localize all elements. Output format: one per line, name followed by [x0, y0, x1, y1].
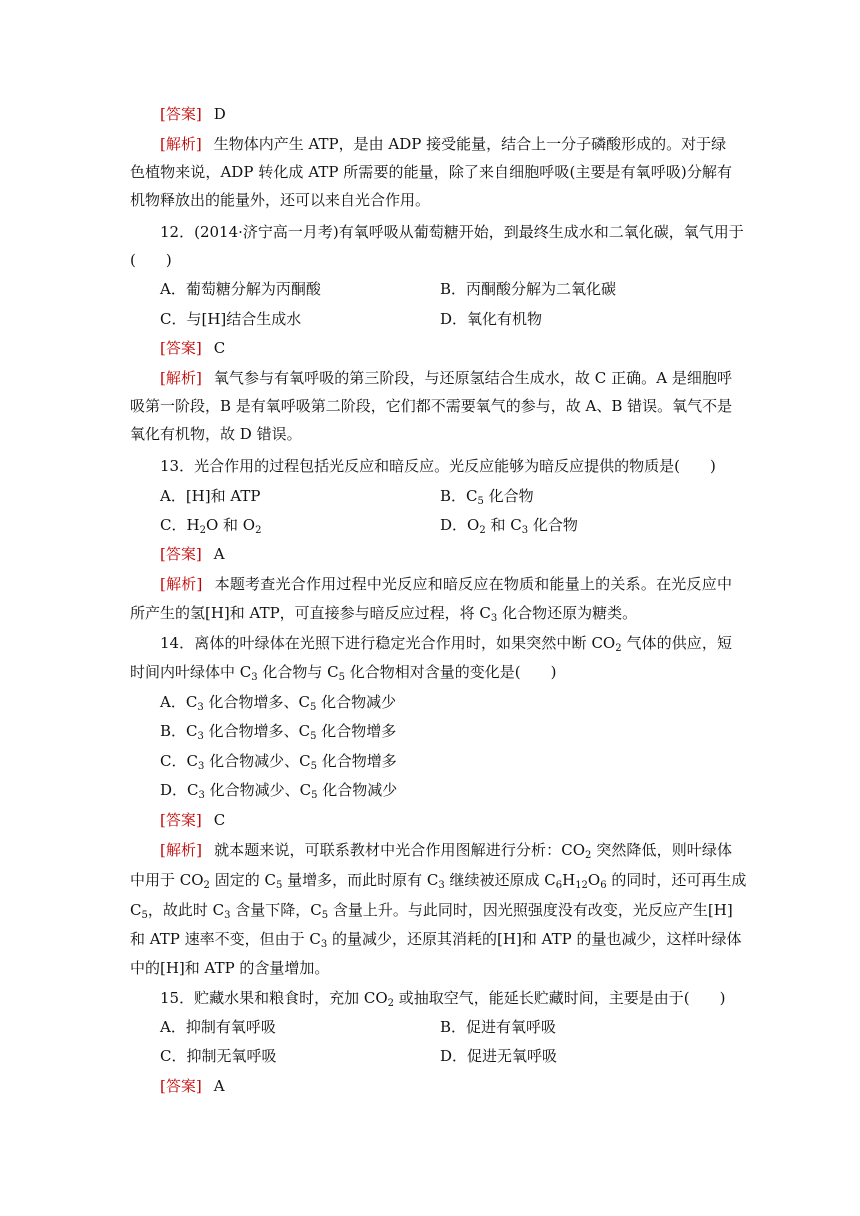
analysis-text: 本题考查光合作用过程中光反应和暗反应在物质和能量上的关系。在光反应中	[214, 575, 732, 593]
option-d: D．$O_2$ 和 $C_3$ 化合物	[440, 516, 578, 536]
option-d: D．$C_3$ 化合物减少、$C_5$ 化合物减少	[160, 781, 398, 801]
answer-value: C	[213, 811, 226, 829]
analysis-text: 氧气参与有氧呼吸的第三阶段，与还原氢结合生成水，故 C 正确。A 是细胞呼	[213, 369, 732, 387]
question-stem: 14．离体的叶绿体在光照下进行稳定光合作用时，如果突然中断 $CO_2$ 气体的供应，短	[160, 634, 732, 654]
answer-line	[160, 1076, 762, 1096]
analysis-text: $C_5$，故此时 $C_3$ 含量下降，$C_5$ 含量上升。与此同时，因光照强度没有改变，光反应产生[H]	[130, 901, 733, 921]
answer-line	[160, 338, 762, 358]
analysis-line: [解析] 就本题来说，可联系教材中光合作用图解进行分析：$CO_2$ 突然降低，则叶绿体	[160, 841, 732, 861]
question-stem: 13．光合作用的过程包括光反应和暗反应。光反应能够为暗反应提供的物质是( )	[160, 457, 716, 475]
option-a: A．抑制有氧呼吸	[160, 1018, 276, 1036]
option-b: B．$C_3$ 化合物增多、$C_5$ 化合物增多	[160, 722, 397, 742]
option-a: A．葡萄糖分解为丙酮酸	[160, 280, 321, 298]
question-stem: 15．贮藏水果和粮食时，充加 $CO_2$ 或抽取空气，能延长贮藏时间，主要是由于( )	[160, 989, 726, 1009]
option-b: B．促进有氧呼吸	[440, 1018, 557, 1036]
question-stem: 时间内叶绿体中 $C_3$ 化合物与 $C_5$ 化合物相对含量的变化是( )	[130, 663, 557, 683]
option-c: C．与[H]结合生成水	[160, 310, 302, 328]
answer-line	[160, 544, 762, 564]
analysis-label: [解析]	[160, 575, 203, 593]
analysis-line	[160, 134, 732, 154]
answer-label: [答案]	[160, 105, 202, 123]
analysis-text: 机物释放出的能量外，还可以来自光合作用。	[130, 191, 431, 209]
option-c: C．$H_2O$ 和 $O_2$	[160, 516, 262, 536]
analysis-label: [解析]	[160, 841, 202, 859]
answer-label: [答案]	[160, 545, 202, 563]
answer-label: [答案]	[160, 811, 202, 829]
analysis-line	[160, 368, 732, 388]
analysis-text: 生物体内产生 ATP，是由 ADP 接受能量，结合上一分子磷酸形成的。对于绿	[213, 135, 727, 153]
analysis-text: 中的[H]和 ATP 的含量增加。	[130, 959, 330, 977]
analysis-label: [解析]	[160, 135, 202, 153]
answer-value: A	[213, 545, 225, 563]
answer-line	[160, 104, 762, 124]
answer-value: A	[213, 1077, 225, 1095]
analysis-text: 色植物来说，ADP 转化成 ATP 所需要的能量，除了来自细胞呼吸(主要是有氧呼吸)分解有	[130, 163, 732, 181]
question-stem: 12．(2014·济宁高一月考)有氧呼吸从葡萄糖开始，到最终生成水和二氧化碳，氧气用于	[160, 223, 744, 241]
answer-value: D	[213, 105, 226, 123]
option-a: A．[H]和 ATP	[160, 487, 261, 505]
analysis-text: 吸第一阶段，B 是有氧呼吸第二阶段，它们都不需要氧气的参与，故 A、B 错误。氧气不是	[130, 397, 733, 415]
answer-label: [答案]	[160, 339, 202, 357]
analysis-text: 中用于 $CO_2$ 固定的 $C_5$ 量增多，而此时原有 $C_3$ 继续被还原成 $C_6H_{12}O_6$ 的同时，还可再生成	[130, 871, 747, 891]
option-d: D．氧化有机物	[440, 310, 543, 328]
option-b: B．丙酮酸分解为二氧化碳	[440, 280, 617, 298]
analysis-text: 和 ATP 速率不变，但由于 $C_3$ 的量减少，还原其消耗的[H]和 ATP 的量也减少，这样叶绿体	[130, 930, 742, 950]
option-a: A．$C_3$ 化合物增多、$C_5$ 化合物减少	[160, 693, 397, 713]
analysis-line	[160, 574, 732, 594]
question-blank: ( )	[130, 251, 172, 269]
analysis-text: 氧化有机物，故 D 错误。	[130, 425, 302, 443]
answer-value: C	[213, 339, 226, 357]
option-d: D．促进无氧呼吸	[440, 1047, 558, 1065]
answer-line	[160, 810, 762, 830]
option-b: B．$C_5$ 化合物	[440, 487, 534, 507]
answer-label: [答案]	[160, 1077, 202, 1095]
option-c: C．$C_3$ 化合物减少、$C_5$ 化合物增多	[160, 752, 397, 772]
analysis-label: [解析]	[160, 369, 202, 387]
analysis-text: 所产生的氢[H]和 ATP，可直接参与暗反应过程，将 $C_3$ 化合物还原为糖类。	[130, 604, 638, 624]
option-c: C．抑制无氧呼吸	[160, 1047, 277, 1065]
